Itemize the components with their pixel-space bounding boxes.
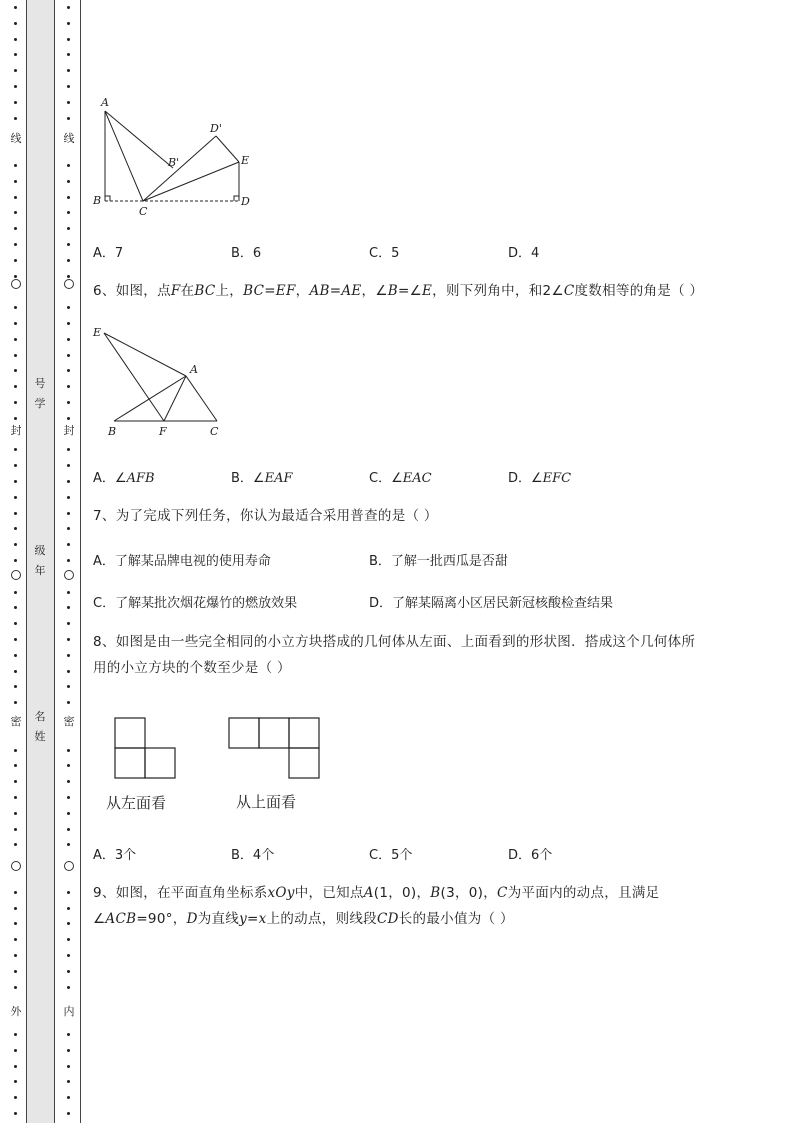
q8-option-c[interactable]: C．5个 [369, 848, 413, 863]
q7-option-c[interactable]: C．了解某批次烟花爆竹的燃放效果 [93, 596, 298, 611]
q8-left-view-caption: 从左面看 [106, 794, 167, 812]
q6-label-e: E [93, 326, 102, 339]
grade-label-char-2: 年 [34, 564, 46, 577]
q8-stem-line-2: 用的小立方块的个数至少是（ ） [93, 660, 291, 676]
outer-seal-seal-char: 封 [10, 424, 22, 437]
q7-option-a[interactable]: A．了解某品牌电视的使用寿命 [93, 554, 271, 569]
inner-seal-seal-char: 封 [63, 424, 75, 437]
q8-option-d[interactable]: D．6个 [508, 848, 553, 863]
name-label-char-1: 名 [34, 710, 46, 723]
grade-label-char-1: 级 [34, 544, 46, 557]
q6-stem: 6、如图，点F在BC上，BC=EF，AB=AE，∠B=∠E，则下列角中，和2∠C度数相等的角是（ ） [93, 283, 704, 299]
inner-seal-inside-char: 内 [63, 1005, 75, 1018]
q6-option-c[interactable]: C．∠EAC [369, 471, 432, 486]
q5-option-a[interactable]: A．7 [93, 246, 124, 261]
student-id-label-char-1: 号 [34, 377, 46, 390]
q9-stem-line-1: 9、如图，在平面直角坐标系xOy中，已知点A(1，0)，B(3，0)，C为平面内的动点，且满足 [93, 885, 660, 901]
q6-option-a[interactable]: A．∠AFB [93, 471, 155, 486]
inner-seal-line-char: 线 [63, 132, 75, 145]
q6-option-d[interactable]: D．∠EFC [508, 471, 572, 486]
q6-option-b[interactable]: B．∠EAF [231, 471, 293, 486]
q7-option-d[interactable]: D．了解某隔离小区居民新冠核酸检查结果 [369, 596, 614, 611]
q5-label-b: B [93, 194, 102, 207]
q5-label-b-prime: B' [168, 156, 180, 169]
outer-seal-line-char: 线 [10, 132, 22, 145]
name-label-char-2: 姓 [34, 730, 46, 743]
q5-label-a: A [101, 96, 109, 109]
inner-seal-secret-char: 密 [63, 715, 75, 728]
q7-stem: 7、为了完成下列任务，你认为最适合采用普查的是（ ） [93, 508, 438, 524]
q5-option-d[interactable]: D．4 [508, 246, 540, 261]
q5-label-d-prime: D' [210, 122, 222, 135]
student-id-label-char-2: 学 [34, 397, 46, 410]
q7-option-b[interactable]: B．了解一批西瓜是否甜 [369, 554, 508, 569]
q6-label-a: A [190, 363, 198, 376]
q5-label-d: D [241, 195, 250, 208]
q8-option-b[interactable]: B．4个 [231, 848, 275, 863]
q8-top-view-caption: 从上面看 [236, 793, 297, 811]
q5-option-b[interactable]: B．6 [231, 246, 262, 261]
q6-label-b: B [108, 425, 117, 438]
q8-option-a[interactable]: A．3个 [93, 848, 137, 863]
q8-stem-line-1: 8、如图是由一些完全相同的小立方块搭成的几何体从左面、上面看到的形状图．搭成这个几何体所 [93, 634, 696, 650]
outer-seal-secret-char: 密 [10, 715, 22, 728]
q6-label-f: F [159, 425, 167, 438]
q6-label-c: C [210, 425, 219, 438]
q5-label-e: E [241, 154, 250, 167]
outer-seal-outside-char: 外 [10, 1005, 22, 1018]
q5-option-c[interactable]: C．5 [369, 246, 400, 261]
q9-stem-line-2: ∠ACB=90°，D为直线y=x上的动点，则线段CD长的最小值为（ ） [93, 911, 514, 927]
q5-label-c: C [139, 205, 148, 218]
